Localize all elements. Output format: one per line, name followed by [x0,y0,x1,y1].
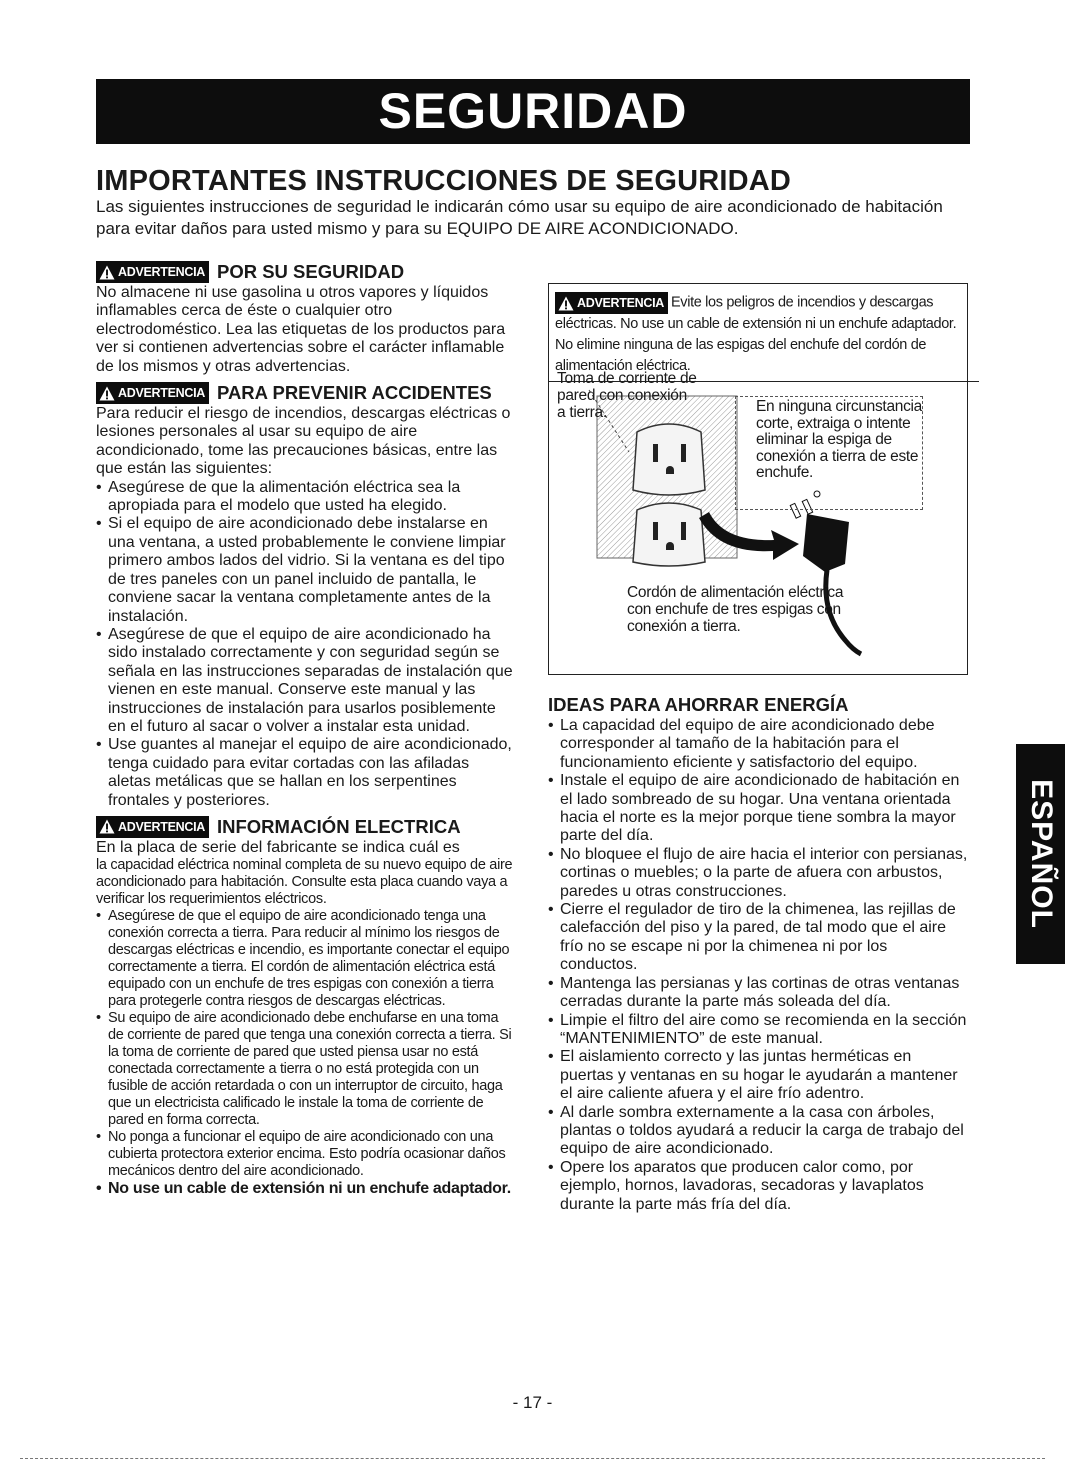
sec2-bullet-list [96,479,516,810]
left-column [96,260,516,1197]
sec3-text: la capacidad eléctrica nominal completa de su nuevo equipo de aire acondicionado para habitación. Consulte esta placa cuando vaya a verificar los requerimientos eléctricos. [96,857,513,908]
list-item: • No bloquee el flujo de aire hacia el interior con persianas, cortinas o muebles; o la parte de afuera con arbustos, paredes u otras construcciones. [548,846,968,901]
list-item: • Asegúrese de que la alimentación eléctrica sea la apropiada para el modelo que usted ha elegido. [96,479,516,516]
list-item-bold: • No use un cable de extensión ni un enchufe adaptador. [96,1180,516,1197]
ground-pin-callout: En ninguna circunstancia corte, extraiga o intente eliminar la espiga de conexión a tierra de este enchufe. [735,396,923,510]
section-banner: SEGURIDAD [96,79,970,144]
heading-label: POR SU SEGURIDAD [216,261,405,282]
intro-paragraph: Las siguientes instrucciones de seguridad le indicarán cómo usar su equipo de aire acondicionado de habitación para evitar daños para usted mismo y para su EQUIPO DE AIRE ACONDICIONADO. [96,197,943,238]
warning-badge [96,382,209,404]
warning-badge [555,292,668,314]
grounded-outlet-diagram [549,372,967,672]
sec2-text: Para reducir el riesgo de incendios, descargas eléctricas o lesiones personales al usar su equipo de aire acondicionado, tome las precauciones básicas, entre las que están las siguientes: [96,405,511,478]
warning-box-text: Evite los peligros de incendios y descargas eléctricas. No use un cable de extensión ni un enchufe adaptador. No elimine ninguna de las espigas del enchufe del cordón de alimentación eléctrica. [555,294,957,374]
list-item: • Limpie el filtro del aire como se recomienda en la sección “MANTENIMIENTO” de este manual. [548,1012,968,1049]
heading-label: INFORMACIÓN ELECTRICA [216,815,461,837]
bottom-divider [20,1458,1045,1459]
list-item: • Asegúrese de que el equipo de aire acondicionado tenga una conexión correcta a tierra. Para reducir al mínimo los riesgos de descargas eléctricas e incendio, es importante conectar el equipo correctamente a tierra. El cordón de alimentación eléctrica está equipado con un enchufe de tres espigas con conexión a tierra para protegerle contra riesgos de descargas eléctricas. [96,908,516,1010]
heading-prevenir-accidentes [96,381,516,405]
list-item: • Asegúrese de que el equipo de aire acondicionado ha sido instalado correctamente y con seguridad según se señala en las instrucciones separadas de instalación que vienen en este manual. Conserve este manual y las instrucciones de instalación para usarlos posiblemente en el futuro al sacar o volver a instalar esta unidad. [96,626,516,736]
warning-badge [96,261,209,283]
list-item: • Instale el equipo de aire acondicionado de habitación en el lado sombreado de su hogar. Una ventana orientada hacia el norte es la mejor porque tiene sombra la mayor parte del día. [548,772,968,846]
heading-label: PARA PREVENIR ACCIDENTES [216,382,492,404]
list-item: • Opere los aparatos que producen calor como, por ejemplo, hornos, lavadoras, secadoras y lavaplatos durante la parte más fría del día. [548,1159,968,1214]
list-item: • El aislamiento correcto y las juntas herméticas en puertas y ventanas en su hogar le ayudarán a mantener el aire caliente afuera y el aire frío adentro. [548,1048,968,1103]
warning-badge-label: ADVERTENCIA [118,819,205,834]
warning-triangle-icon [99,386,115,401]
list-item: • Si el equipo de aire acondicionado debe instalarse en una ventana, a usted probablemente le conviene limpiar primero ambos lados del vidrio. Si la ventana es del tipo de tres paneles con un panel incluido de pantalla, le conviene sacar la ventana completamente antes de la instalación. [96,515,516,625]
warning-badge-label: ADVERTENCIA [118,265,205,279]
list-item: • Al darle sombra externamente a la casa con árboles, plantas o toldos ayudará a reducir la carga de trabajo del equipo de aire acondicionado. [548,1104,968,1159]
warning-box-text-wrap [549,284,979,382]
page-number: - 17 - [512,1393,553,1412]
list-item: • Su equipo de aire acondicionado debe enchufarse en una toma de corriente de pared que tenga una conexión correcta a tierra. Si la toma de corriente de pared que usted piensa usar no está conectada correctamente a tierra o no está protegida con un fusible de acción retardada o con un interruptor de circuito, haga que un electricista calificado le instale la toma de corriente de pared en forma correcta. [96,1010,516,1129]
cord-label: Cordón de alimentación eléctrica con enchufe de tres espigas con conexión a tierra. [627,584,844,635]
list-item: • Mantenga las persianas y las cortinas de otras ventanas cerradas durante la parte más soleada del día. [548,975,968,1012]
list-item: • La capacidad del equipo de aire acondicionado debe corresponder al tamaño de la habitación para el funcionamiento eficiente y satisfactorio del equipo. [548,717,968,772]
list-item: • Cierre el regulador de tiro de la chimenea, las rejillas de calefacción del piso y la pared, de tal modo que el aire frío no se escape ni por la chimenea ni por los conductos. [548,901,968,975]
warning-badge-label: ADVERTENCIA [118,386,205,401]
outlet-label: Toma de corriente de pared con conexión a tierra. [557,370,697,421]
grounding-warning-box [548,283,968,675]
warning-triangle-icon [558,296,574,311]
list-item: • Use guantes al manejar el equipo de aire acondicionado, tenga cuidado para evitar cortadas con las afiladas aletas metálicas que se hallan en los serpentines frontales y posteriores. [96,736,516,810]
warning-badge [96,816,209,838]
page-title: IMPORTANTES INSTRUCCIONES DE SEGURIDAD [96,165,792,197]
warning-badge-label: ADVERTENCIA [577,295,664,310]
language-tab-label: ESPAÑOL [1024,779,1058,929]
warning-triangle-icon [99,265,115,280]
language-tab [1016,744,1065,964]
energy-bullet-list [548,717,968,1214]
sec1-text: No almacene ni use gasolina u otros vapores y líquidos inflamables cerca de éste o cualquier otro electrodoméstico. Lea las etiquetas de los productos para ver si contienen advertencias sobre el carácter inflamable de los mismos y otras advertencias. [96,284,506,375]
right-column [548,283,968,1214]
energy-heading: IDEAS PARA AHORRAR ENERGÍA [548,694,849,715]
warning-triangle-icon [99,819,115,834]
sec3-text-lead: En la placa de serie del fabricante se indica cuál es [96,838,460,856]
heading-informacion-electrica [96,815,516,839]
list-item: • No ponga a funcionar el equipo de aire acondicionado con una cubierta protectora exterior encima. Esto podría ocasionar daños mecánicos dentro del aire acondicionado. [96,1129,516,1180]
heading-por-su-seguridad [96,260,516,284]
sec3-bullet-list [96,908,516,1197]
